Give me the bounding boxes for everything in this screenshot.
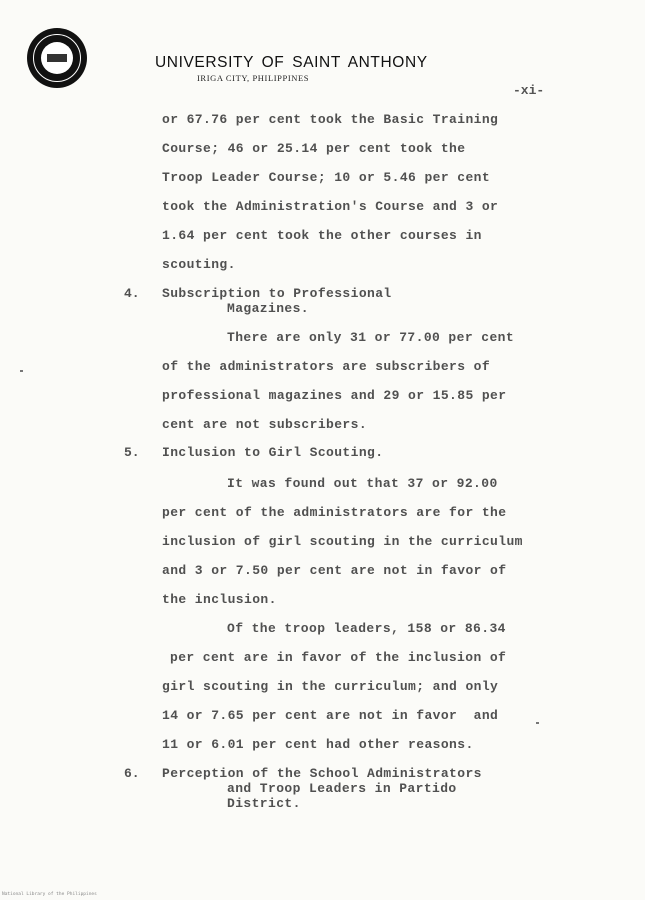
para1-line-6: scouting. bbox=[162, 257, 236, 272]
para1-line-3: Troop Leader Course; 10 or 5.46 per cent bbox=[162, 170, 491, 185]
item4-text-line-1: There are only 31 or 77.00 per cent bbox=[227, 330, 515, 345]
item5-text2-line-2: per cent are in favor of the inclusion of bbox=[170, 650, 507, 665]
item5-heading: Inclusion to Girl Scouting. bbox=[162, 445, 384, 460]
item6-number: 6. bbox=[124, 766, 140, 781]
item5-text1-line-1: It was found out that 37 or 92.00 bbox=[227, 476, 498, 491]
item5-text1-line-3: inclusion of girl scouting in the curriculum bbox=[162, 534, 523, 549]
item5-text2-line-3: girl scouting in the curriculum; and only bbox=[162, 679, 499, 694]
para1-line-1: or 67.76 per cent took the Basic Training bbox=[162, 112, 499, 127]
item6-heading-line-2: and Troop Leaders in Partido bbox=[227, 781, 457, 796]
scan-speck bbox=[20, 370, 23, 372]
item4-text-line-4: cent are not subscribers. bbox=[162, 417, 368, 432]
item4-heading-line-1: Subscription to Professional bbox=[162, 286, 392, 301]
para1-line-2: Course; 46 or 25.14 per cent took the bbox=[162, 141, 466, 156]
item6-heading-line-3: District. bbox=[227, 796, 301, 811]
seal-center bbox=[41, 42, 73, 74]
scan-speck bbox=[536, 722, 539, 724]
item5-text2-line-1: Of the troop leaders, 158 or 86.34 bbox=[227, 621, 506, 636]
item6-heading-line-1: Perception of the School Administrators bbox=[162, 766, 482, 781]
item5-text2-line-4: 14 or 7.65 per cent are not in favor and bbox=[162, 708, 499, 723]
letterhead-subtitle: IRIGA CITY, PHILIPPINES bbox=[197, 73, 310, 83]
letterhead-title: UNIVERSITY OF SAINT ANTHONY bbox=[155, 54, 428, 71]
item5-text1-line-4: and 3 or 7.50 per cent are not in favor of bbox=[162, 563, 507, 578]
item5-number: 5. bbox=[124, 445, 140, 460]
scan-footer-text: National Library of the Philippines bbox=[2, 892, 97, 897]
item4-text-line-3: professional magazines and 29 or 15.85 per bbox=[162, 388, 507, 403]
page-number: -xi- bbox=[513, 83, 545, 98]
para1-line-4: took the Administration's Course and 3 or bbox=[162, 199, 499, 214]
item4-heading-line-2: Magazines. bbox=[227, 301, 310, 316]
para1-line-5: 1.64 per cent took the other courses in bbox=[162, 228, 482, 243]
item5-text2-line-5: 11 or 6.01 per cent had other reasons. bbox=[162, 737, 474, 752]
university-seal-logo bbox=[27, 28, 87, 88]
item5-text1-line-2: per cent of the administrators are for the bbox=[162, 505, 507, 520]
item5-text1-line-5: the inclusion. bbox=[162, 592, 277, 607]
item4-number: 4. bbox=[124, 286, 140, 301]
item4-text-line-2: of the administrators are subscribers of bbox=[162, 359, 491, 374]
